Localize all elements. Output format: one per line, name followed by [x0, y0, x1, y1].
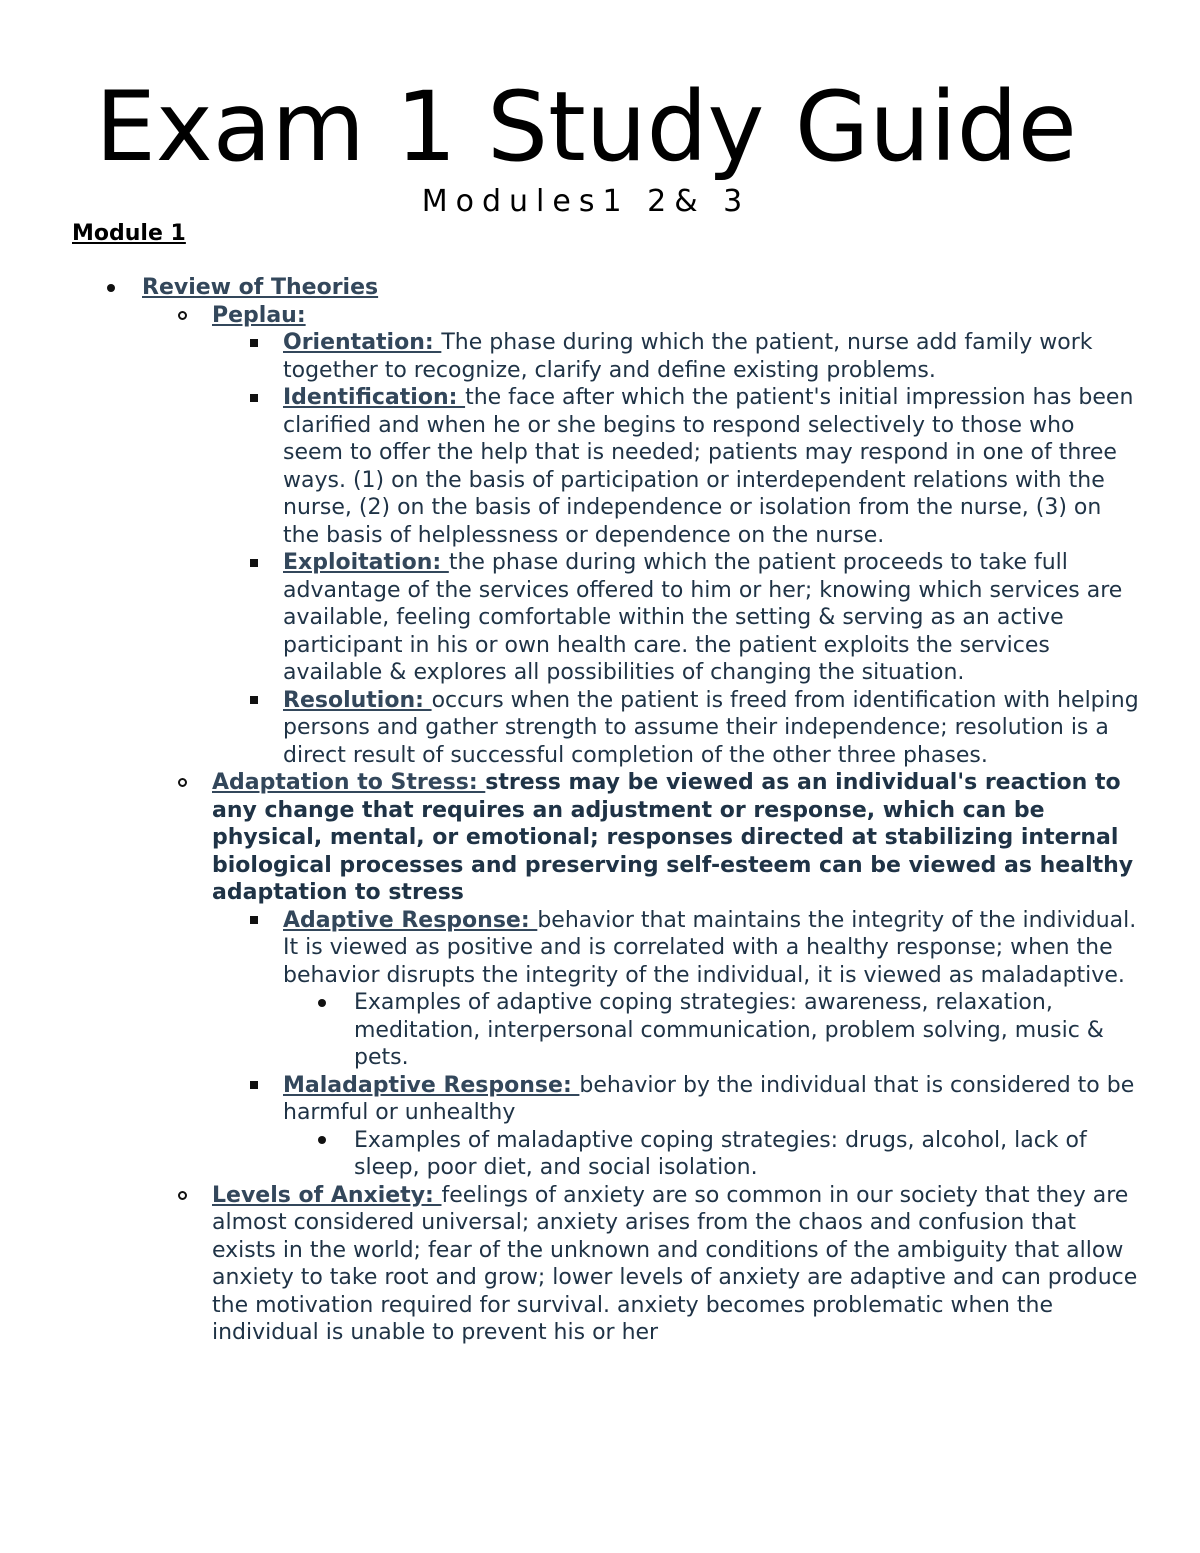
anxiety-text: feelings of anxiety are so common in our society that they are almost considered universal; anxiety arises from the chaos and confusion that exists in the world; fear of the unknown and conditions of the ambiguity that allow anxiety to take root and grow; lower levels of anxiety are adaptive and can produce the motivation required for survival. anxiety becomes problematic when the individual is unable to prevent his or her [212, 1182, 1138, 1345]
bullet-square-icon [247, 687, 261, 715]
document-subtitle: Modules1 2& 3 [421, 184, 751, 219]
adaptive-example-text: Examples of adaptive coping strategies: awareness, relaxation, meditation, interpersonal communication, problem solving, music & pets. [354, 990, 1104, 1070]
bullet-ring-icon [175, 769, 189, 797]
bullet-square-icon [247, 549, 261, 577]
module-heading: Module 1 [72, 221, 186, 246]
peplau-heading: Peplau: [212, 302, 306, 328]
bullet-square-icon [247, 384, 261, 412]
list-item-maladaptive-example [0, 1127, 1200, 1182]
maladaptive-text: behavior by the individual that is considered to be harmful or unhealthy [283, 1072, 1135, 1125]
list-item-adaptive [0, 907, 1200, 990]
bullet-dot-icon [104, 274, 118, 302]
list-item-stress [0, 769, 1200, 907]
adaptive-text: behavior that maintains the integrity of the individual. It is viewed as positive and is correlated with a healthy response; when the behavior disrupts the integrity of the individual, it is viewed as maladaptive. [283, 907, 1137, 988]
outline [0, 274, 1200, 1347]
list-item-review [0, 274, 1200, 302]
list-item-orientation [0, 329, 1200, 384]
exploitation-label: Exploitation: [283, 550, 449, 575]
stress-text: stress may be viewed as an individual's reaction to any change that requires an adjustment or response, which can be physical, mental, or emotional; responses directed at stabilizing internal biological processes and preserving self-esteem can be viewed as healthy adaptation to stress [212, 770, 1134, 905]
bullet-dot-icon [315, 1127, 329, 1155]
orientation-label: Orientation: [283, 330, 442, 355]
list-item-peplau [0, 302, 1200, 330]
review-theories-heading: Review of Theories [142, 275, 379, 300]
list-item-exploitation [0, 549, 1200, 687]
maladaptive-label: Maladaptive Response: [283, 1072, 580, 1098]
list-item-identification [0, 384, 1200, 549]
list-item-maladaptive [0, 1072, 1200, 1127]
adaptive-label: Adaptive Response: [283, 907, 538, 933]
exploitation-text: the phase during which the patient proceeds to take full advantage of the services offered to him or her; knowing which services are available, feeling comfortable within the setting & serving as an active participant in his or own health care. the patient exploits the services available & explores all possibilities of changing the situation. [283, 550, 1123, 685]
resolution-label: Resolution: [283, 687, 432, 713]
maladaptive-example-text: Examples of maladaptive coping strategies: drugs, alcohol, lack of sleep, poor diet, and social isolation. [354, 1127, 1087, 1180]
bullet-ring-icon [175, 302, 189, 330]
resolution-text: occurs when the patient is freed from identification with helping persons and gather strength to assume their independence; resolution is a direct result of successful completion of the other three phases. [283, 687, 1139, 768]
bullet-square-icon [247, 907, 261, 935]
identification-label: Identification: [283, 385, 466, 410]
anxiety-label: Levels of Anxiety: [212, 1182, 442, 1208]
bullet-square-icon [247, 1072, 261, 1100]
stress-label: Adaptation to Stress: [212, 770, 486, 795]
bullet-ring-icon [175, 1182, 189, 1210]
bullet-square-icon [247, 329, 261, 357]
orientation-text: The phase during which the patient, nurse add family work together to recognize, clarify and define existing problems. [283, 330, 1093, 383]
list-item-anxiety [0, 1182, 1200, 1347]
bullet-dot-icon [315, 989, 329, 1017]
list-item-adaptive-example [0, 989, 1200, 1072]
list-item-resolution [0, 687, 1200, 770]
identification-text: the face after which the patient's initial impression has been clarified and when he or she begins to respond selectively to those who seem to offer the help that is needed; patients may respond in one of three ways. (1) on the basis of participation or interdependent relations with the nurse, (2) on the basis of independence or isolation from the nurse, (3) on the basis of helplessness or dependence on the nurse. [283, 385, 1134, 548]
document-title: Exam 1 Study Guide [95, 71, 1077, 183]
